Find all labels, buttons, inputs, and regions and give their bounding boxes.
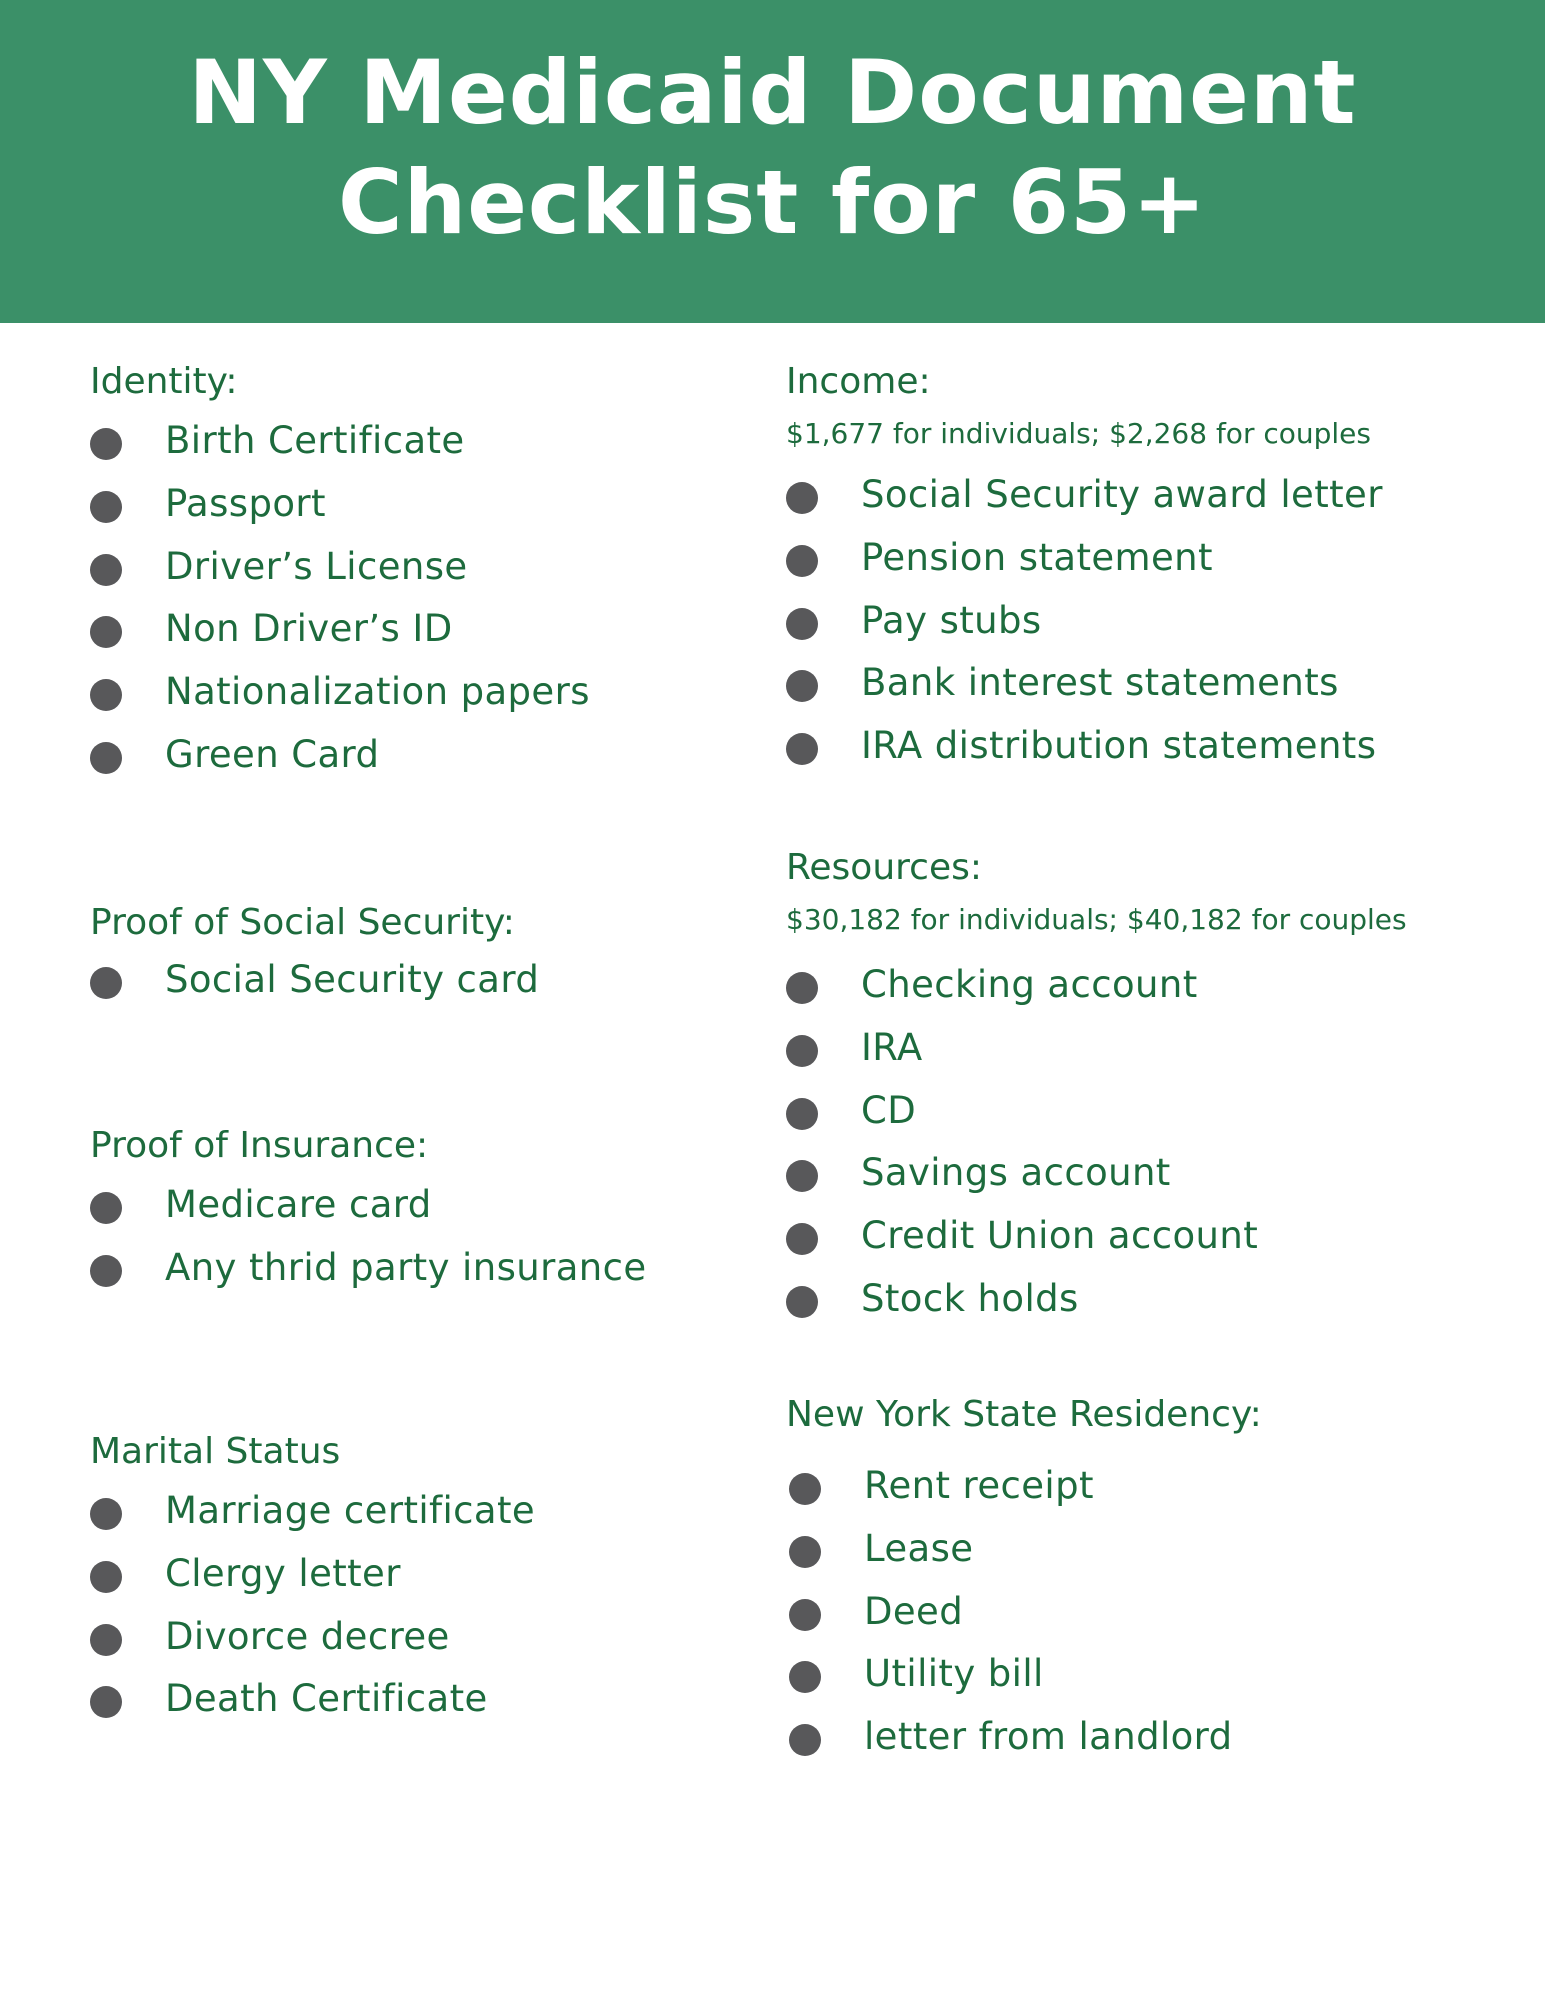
bullet-icon (786, 1160, 818, 1192)
bullet-icon (90, 1624, 122, 1656)
list-item (786, 590, 1526, 653)
list-item (90, 410, 730, 473)
list-item-label: IRA distribution statements (861, 724, 1377, 768)
list-item-label: Marriage certificate (165, 1489, 536, 1532)
list-item (786, 464, 1526, 527)
bullet-icon (786, 545, 818, 577)
section-income (786, 360, 1526, 778)
bullet-icon (789, 1661, 821, 1693)
list-item-label: letter from landlord (864, 1715, 1233, 1759)
list-item-label: Non Driver’s ID (165, 607, 453, 651)
list-item-label: Utility bill (864, 1652, 1044, 1696)
resources-limit: $30,182 for individuals; $40,182 for couples (786, 903, 1407, 936)
bullet-icon (786, 1035, 818, 1067)
list-item (90, 1543, 730, 1606)
header-banner (0, 0, 1545, 323)
bullet-icon (90, 679, 122, 711)
list-item (90, 1606, 730, 1669)
bullet-icon (90, 1498, 122, 1530)
list-item (90, 949, 730, 1012)
page-title-line-2: Checklist for 65+ (338, 151, 1207, 254)
section-heading: Proof of Insurance: (90, 1125, 429, 1166)
list-item (786, 1080, 1526, 1143)
social-security-list (90, 949, 730, 1012)
bullet-icon (90, 742, 122, 774)
bullet-icon (90, 1561, 122, 1593)
bullet-icon (786, 733, 818, 765)
bullet-icon (786, 972, 818, 1004)
bullet-icon (90, 1192, 122, 1224)
resources-list (786, 954, 1526, 1331)
list-item-label: Savings account (861, 1151, 1171, 1195)
page-title (0, 38, 1545, 258)
list-item (786, 1268, 1526, 1331)
list-item (90, 661, 730, 724)
income-limit: $1,677 for individuals; $2,268 for couples (786, 417, 1371, 450)
bullet-icon (789, 1473, 821, 1505)
list-item-label: Lease (864, 1526, 974, 1570)
list-item-label: Pay stubs (861, 598, 1042, 642)
list-item-label: Clergy letter (165, 1551, 401, 1595)
list-item-label: Death Certificate (165, 1677, 488, 1721)
bullet-icon (786, 1286, 818, 1318)
section-resources (786, 846, 1526, 1331)
list-item (90, 1480, 730, 1543)
list-item-label: Pension statement (861, 535, 1213, 579)
list-item-label: Driver’s License (165, 544, 468, 588)
list-item-label: CD (861, 1088, 917, 1132)
bullet-icon (789, 1536, 821, 1568)
list-item-label: Social Security card (165, 958, 540, 1001)
residency-list (786, 1455, 1526, 1769)
section-residency (786, 1393, 1526, 1769)
list-item-label: Rent receipt (864, 1464, 1094, 1507)
list-item (786, 1205, 1526, 1268)
list-item-label: Social Security award letter (861, 473, 1383, 516)
list-item (90, 536, 730, 599)
insurance-list (90, 1174, 730, 1300)
list-item-label: Deed (864, 1589, 964, 1633)
list-item (90, 473, 730, 536)
bullet-icon (786, 608, 818, 640)
bullet-icon (786, 1098, 818, 1130)
page-title-line-1: NY Medicaid Document (188, 41, 1357, 144)
list-item-label: Checking account (861, 963, 1198, 1006)
list-item-label: Credit Union account (861, 1214, 1259, 1258)
bullet-icon (90, 1255, 122, 1287)
list-item (786, 715, 1526, 778)
bullet-icon (90, 967, 122, 999)
marital-status-list (90, 1480, 730, 1731)
bullet-icon (786, 1223, 818, 1255)
list-item-label: Passport (165, 481, 326, 525)
list-item-label: Divorce decree (165, 1614, 450, 1658)
list-item (786, 1142, 1526, 1205)
bullet-icon (786, 482, 818, 514)
list-item-label: Birth Certificate (165, 419, 465, 462)
section-heading: Identity: (90, 361, 238, 402)
list-item (786, 1643, 1526, 1706)
section-social-security (90, 901, 730, 1012)
list-item-label: Any thrid party insurance (165, 1245, 647, 1289)
section-identity (90, 360, 730, 787)
bullet-icon (90, 491, 122, 523)
list-item-label: Stock holds (861, 1276, 1079, 1320)
identity-list (90, 410, 730, 787)
list-item-label: Bank interest statements (861, 661, 1339, 705)
bullet-icon (90, 616, 122, 648)
list-item (786, 1518, 1526, 1581)
section-heading: Marital Status (90, 1431, 341, 1472)
section-heading: Income: (786, 361, 931, 402)
section-heading: Proof of Social Security: (90, 902, 515, 943)
list-item (90, 1668, 730, 1731)
list-item (90, 1174, 730, 1237)
section-marital-status (90, 1430, 730, 1731)
bullet-icon (789, 1724, 821, 1756)
list-item (786, 1581, 1526, 1644)
list-item (786, 1017, 1526, 1080)
list-item (786, 954, 1526, 1017)
bullet-icon (789, 1599, 821, 1631)
list-item (786, 1706, 1526, 1769)
bullet-icon (90, 1686, 122, 1718)
section-heading: Resources: (786, 847, 982, 888)
list-item (786, 527, 1526, 590)
section-heading: New York State Residency: (786, 1394, 1262, 1435)
list-item-label: IRA (861, 1025, 923, 1069)
list-item (90, 598, 730, 661)
list-item (786, 1455, 1526, 1518)
list-item (90, 1237, 730, 1300)
section-insurance (90, 1124, 730, 1300)
list-item (786, 652, 1526, 715)
bullet-icon (90, 554, 122, 586)
income-list (786, 464, 1526, 778)
list-item-label: Medicare card (165, 1183, 432, 1226)
bullet-icon (90, 428, 122, 460)
list-item-label: Nationalization papers (165, 670, 590, 714)
list-item (90, 724, 730, 787)
list-item-label: Green Card (165, 732, 380, 776)
bullet-icon (786, 670, 818, 702)
